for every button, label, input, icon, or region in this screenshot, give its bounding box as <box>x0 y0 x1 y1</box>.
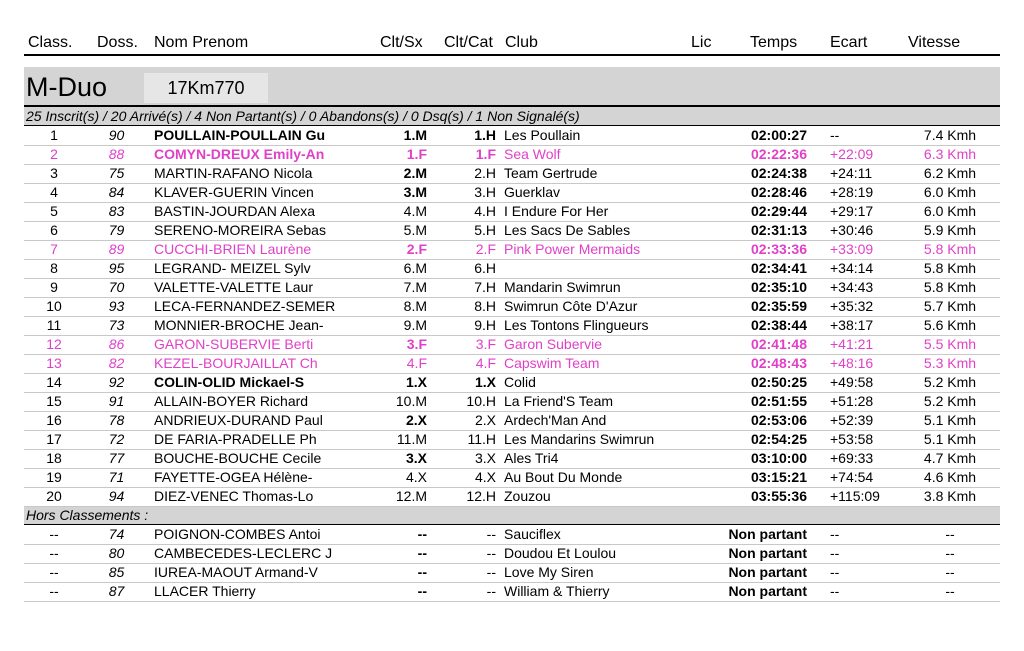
speed-cell: 4.7 Kmh <box>923 450 977 466</box>
time-cell: 02:29:44 <box>750 203 807 219</box>
bib-cell: 88 <box>108 146 125 162</box>
name-cell: LEGRAND- MEIZEL Sylv <box>154 260 311 276</box>
time-cell: 02:24:38 <box>750 165 807 181</box>
hors-classement-row <box>24 525 1000 545</box>
clt-sx-cell: 9.M <box>403 317 427 333</box>
clt-sx-cell: 4.X <box>405 469 427 485</box>
hors-classement-row <box>24 582 1000 602</box>
speed-cell: -- <box>945 564 955 580</box>
table-row <box>24 202 1000 222</box>
gap-cell: +33:09 <box>830 241 874 257</box>
speed-cell: 6.0 Kmh <box>923 203 977 219</box>
table-row <box>24 392 1000 412</box>
time-cell: 02:33:36 <box>750 241 807 257</box>
speed-cell: 5.8 Kmh <box>923 279 977 295</box>
speed-cell: 5.8 Kmh <box>923 241 977 257</box>
table-row <box>24 164 1000 184</box>
clt-cat-cell: 11.H <box>467 431 496 447</box>
speed-cell: 5.3 Kmh <box>923 355 977 371</box>
rank-cell: -- <box>49 583 59 599</box>
time-cell: 02:35:10 <box>750 279 807 295</box>
rank-cell: 8 <box>50 260 58 276</box>
clt-cat-cell: 4.F <box>475 355 496 371</box>
club-cell: Love My Siren <box>504 564 594 580</box>
clt-cat-cell: -- <box>486 583 496 599</box>
bib-cell: 94 <box>108 488 125 504</box>
clt-sx-cell: 3.X <box>405 450 427 466</box>
clt-sx-cell: -- <box>417 564 427 580</box>
clt-sx-cell: 8.M <box>403 298 427 314</box>
time-cell: Non partant <box>728 564 807 580</box>
name-cell: KLAVER-GUERIN Vincen <box>154 184 314 200</box>
speed-cell: 5.1 Kmh <box>923 431 977 447</box>
name-cell: GARON-SUBERVIE Berti <box>154 336 314 352</box>
rank-cell: 5 <box>50 203 58 219</box>
speed-cell: 6.2 Kmh <box>923 165 977 181</box>
table-row <box>24 335 1000 355</box>
speed-cell: 5.7 Kmh <box>923 298 977 314</box>
bib-cell: 91 <box>108 393 125 409</box>
gap-cell: +48:16 <box>830 355 874 371</box>
header-speed: Vitesse <box>908 34 961 51</box>
clt-sx-cell: 3.F <box>406 336 427 352</box>
time-cell: Non partant <box>728 583 807 599</box>
name-cell: ALLAIN-BOYER Richard <box>154 393 309 409</box>
gap-cell: +34:43 <box>830 279 874 295</box>
column-header-row <box>24 32 1000 56</box>
table-row <box>24 354 1000 374</box>
bib-cell: 82 <box>108 355 125 371</box>
club-cell: Guerklav <box>504 184 561 200</box>
time-cell: 02:00:27 <box>750 127 807 143</box>
name-cell: DE FARIA-PRADELLE Ph <box>154 431 317 447</box>
bib-cell: 87 <box>108 583 125 599</box>
name-cell: DIEZ-VENEC Thomas-Lo <box>154 488 314 504</box>
gap-cell: +53:58 <box>830 431 874 447</box>
hors-classement-row <box>24 563 1000 583</box>
speed-cell: 5.6 Kmh <box>923 317 977 333</box>
table-row <box>24 430 1000 450</box>
gap-cell: -- <box>830 526 840 542</box>
time-cell: 02:28:46 <box>750 184 807 200</box>
club-cell: Garon Subervie <box>504 336 603 352</box>
bib-cell: 70 <box>108 279 125 295</box>
time-cell: 03:10:00 <box>750 450 807 466</box>
bib-cell: 86 <box>108 336 125 352</box>
gap-cell: +22:09 <box>830 146 874 162</box>
gap-cell: +35:32 <box>830 298 874 314</box>
rank-cell: 4 <box>50 184 58 200</box>
club-cell: Au Bout Du Monde <box>504 469 623 485</box>
bib-cell: 93 <box>108 298 125 314</box>
table-row <box>24 145 1000 165</box>
clt-sx-cell: 4.F <box>406 355 427 371</box>
clt-cat-cell: 7.H <box>474 279 496 295</box>
time-cell: 02:48:43 <box>750 355 807 371</box>
speed-cell: 3.8 Kmh <box>923 488 977 504</box>
time-cell: 02:53:06 <box>750 412 807 428</box>
clt-cat-cell: 3.H <box>474 184 496 200</box>
speed-cell: 6.0 Kmh <box>923 184 977 200</box>
name-cell: BOUCHE-BOUCHE Cecile <box>154 450 322 466</box>
clt-sx-cell: 3.M <box>403 184 427 200</box>
header-rank: Class. <box>28 34 73 51</box>
rank-cell: 6 <box>50 222 58 238</box>
clt-cat-cell: 12.H <box>466 488 496 504</box>
gap-cell: +115:09 <box>830 488 880 504</box>
club-cell: Doudou Et Loulou <box>504 545 617 561</box>
bib-cell: 85 <box>108 564 125 580</box>
club-cell: Les Sacs De Sables <box>504 222 631 238</box>
clt-cat-cell: -- <box>486 564 496 580</box>
club-cell: Mandarin Swimrun <box>504 279 621 295</box>
header-clt-cat: Clt/Cat <box>444 34 493 51</box>
name-cell: MONNIER-BROCHE Jean- <box>154 317 324 333</box>
club-cell: William & Thierry <box>504 583 610 599</box>
speed-cell: 5.2 Kmh <box>923 393 977 409</box>
name-cell: IUREA-MAOUT Armand-V <box>154 564 318 580</box>
gap-cell: -- <box>830 564 840 580</box>
hors-classement-band <box>24 507 1000 525</box>
club-cell: Swimrun Côte D'Azur <box>504 298 638 314</box>
header-name: Nom Prenom <box>154 34 249 51</box>
gap-cell: +41:21 <box>830 336 874 352</box>
rank-cell: 7 <box>50 241 58 257</box>
category-band <box>24 67 1000 107</box>
bib-cell: 89 <box>108 241 125 257</box>
bib-cell: 79 <box>108 222 125 238</box>
rank-cell: 13 <box>46 355 62 371</box>
header-club: Club <box>505 34 538 51</box>
clt-sx-cell: 4.M <box>403 203 427 219</box>
name-cell: ANDRIEUX-DURAND Paul <box>154 412 323 428</box>
table-row <box>24 297 1000 317</box>
name-cell: SERENO-MOREIRA Sebas <box>154 222 326 238</box>
clt-cat-cell: 1.H <box>474 127 496 143</box>
time-cell: 02:22:36 <box>750 146 807 162</box>
name-cell: COLIN-OLID Mickael-S <box>154 374 305 390</box>
hors-classement-label: Hors Classements : <box>26 507 149 523</box>
gap-cell: +38:17 <box>830 317 874 333</box>
club-cell: Ales Tri4 <box>504 450 559 466</box>
club-cell: Pink Power Mermaids <box>504 241 641 257</box>
gap-cell: +52:39 <box>830 412 874 428</box>
bib-cell: 95 <box>108 260 125 276</box>
clt-cat-cell: 10.H <box>466 393 496 409</box>
club-cell: I Endure For Her <box>504 203 609 219</box>
summary-text: 25 Inscrit(s) / 20 Arrivé(s) / 4 Non Partant(s) / 0 Abandons(s) / 0 Dsq(s) / 1 Non Signalé(s) <box>26 108 580 124</box>
time-cell: 02:34:41 <box>750 260 807 276</box>
clt-cat-cell: -- <box>486 526 496 542</box>
bib-cell: 74 <box>108 526 125 542</box>
speed-cell: 6.3 Kmh <box>923 146 977 162</box>
header-bib: Doss. <box>97 34 138 51</box>
rank-cell: 16 <box>46 412 62 428</box>
club-cell: Les Tontons Flingueurs <box>504 317 649 333</box>
rank-cell: 1 <box>50 127 58 143</box>
name-cell: LLACER Thierry <box>154 583 256 599</box>
gap-cell: -- <box>830 545 840 561</box>
rank-cell: 15 <box>46 393 62 409</box>
name-cell: CUCCHI-BRIEN Laurène <box>154 241 312 257</box>
clt-cat-cell: -- <box>486 545 496 561</box>
time-cell: 02:38:44 <box>750 317 807 333</box>
header-time: Temps <box>750 34 798 51</box>
name-cell: POULLAIN-POULLAIN Gu <box>154 127 326 143</box>
bib-cell: 84 <box>108 184 125 200</box>
clt-cat-cell: 4.X <box>474 469 496 485</box>
clt-cat-cell: 2.F <box>475 241 496 257</box>
clt-sx-cell: 2.M <box>403 165 427 181</box>
club-cell: Zouzou <box>504 488 551 504</box>
table-row <box>24 468 1000 488</box>
clt-cat-cell: 1.X <box>474 374 496 390</box>
name-cell: KEZEL-BOURJAILLAT Ch <box>154 355 318 371</box>
rank-cell: -- <box>49 564 59 580</box>
clt-sx-cell: 1.X <box>405 374 427 390</box>
clt-cat-cell: 1.F <box>475 146 496 162</box>
time-cell: 03:15:21 <box>750 469 807 485</box>
table-row <box>24 373 1000 393</box>
time-cell: Non partant <box>728 526 807 542</box>
gap-cell: +29:17 <box>830 203 874 219</box>
clt-sx-cell: -- <box>417 526 427 542</box>
speed-cell: 5.9 Kmh <box>923 222 977 238</box>
category-summary <box>24 107 1000 126</box>
table-row <box>24 183 1000 203</box>
clt-cat-cell: 6.H <box>474 260 496 276</box>
bib-cell: 80 <box>108 545 125 561</box>
club-cell: Team Gertrude <box>504 165 598 181</box>
category-title: M-Duo <box>26 72 108 102</box>
clt-cat-cell: 2.H <box>474 165 496 181</box>
clt-sx-cell: 10.M <box>395 393 427 409</box>
clt-sx-cell: 1.M <box>403 127 427 143</box>
bib-cell: 73 <box>108 317 125 333</box>
table-row <box>24 126 1000 146</box>
rank-cell: 17 <box>46 431 62 447</box>
name-cell: FAYETTE-OGEA Hélène- <box>154 469 313 485</box>
gap-cell: +69:33 <box>830 450 874 466</box>
table-row <box>24 316 1000 336</box>
clt-sx-cell: 12.M <box>395 488 427 504</box>
clt-cat-cell: 9.H <box>474 317 496 333</box>
name-cell: VALETTE-VALETTE Laur <box>154 279 313 295</box>
club-cell: Les Poullain <box>504 127 581 143</box>
rank-cell: 12 <box>46 336 62 352</box>
clt-cat-cell: 4.H <box>474 203 496 219</box>
clt-sx-cell: -- <box>417 545 427 561</box>
rank-cell: -- <box>49 545 59 561</box>
time-cell: Non partant <box>728 545 807 561</box>
club-cell: La Friend'S Team <box>504 393 614 409</box>
gap-cell: +51:28 <box>830 393 874 409</box>
table-row <box>24 278 1000 298</box>
clt-cat-cell: 3.X <box>474 450 496 466</box>
clt-cat-cell: 5.H <box>474 222 496 238</box>
table-row <box>24 221 1000 241</box>
speed-cell: -- <box>945 545 955 561</box>
time-cell: 03:55:36 <box>750 488 807 504</box>
rank-cell: 11 <box>46 317 62 333</box>
club-cell: Ardech'Man And <box>504 412 607 428</box>
time-cell: 02:35:59 <box>750 298 807 314</box>
name-cell: COMYN-DREUX Emily-An <box>154 146 325 162</box>
time-cell: 02:31:13 <box>750 222 807 238</box>
speed-cell: -- <box>945 583 955 599</box>
club-cell: Colid <box>504 374 536 390</box>
gap-cell: +24:11 <box>830 165 873 181</box>
gap-cell: +30:46 <box>830 222 874 238</box>
clt-sx-cell: 11.M <box>396 431 427 447</box>
gap-cell: +34:14 <box>830 260 874 276</box>
header-lic: Lic <box>691 34 712 51</box>
rank-cell: 14 <box>46 374 62 390</box>
clt-cat-cell: 2.X <box>474 412 496 428</box>
gap-cell: +74:54 <box>830 469 874 485</box>
gap-cell: -- <box>830 583 840 599</box>
bib-cell: 83 <box>108 203 125 219</box>
bib-cell: 75 <box>108 165 125 181</box>
rank-cell: 19 <box>46 469 62 485</box>
rank-cell: 10 <box>46 298 62 314</box>
club-cell: Sea Wolf <box>504 146 561 162</box>
table-row <box>24 259 1000 279</box>
clt-sx-cell: 2.X <box>405 412 427 428</box>
bib-cell: 72 <box>108 431 125 447</box>
header-clt-sx: Clt/Sx <box>380 34 423 51</box>
club-cell: Les Mandarins Swimrun <box>504 431 655 447</box>
speed-cell: 7.4 Kmh <box>923 127 977 143</box>
clt-sx-cell: 1.F <box>406 146 427 162</box>
time-cell: 02:50:25 <box>750 374 807 390</box>
table-row <box>24 240 1000 260</box>
rank-cell: 3 <box>50 165 58 181</box>
gap-cell: -- <box>830 127 840 143</box>
rank-cell: 2 <box>50 146 58 162</box>
club-cell: Sauciflex <box>504 526 561 542</box>
rank-cell: -- <box>49 526 59 542</box>
clt-sx-cell: -- <box>417 583 427 599</box>
time-cell: 02:51:55 <box>750 393 807 409</box>
clt-cat-cell: 8.H <box>474 298 496 314</box>
name-cell: POIGNON-COMBES Antoi <box>154 526 321 542</box>
clt-sx-cell: 7.M <box>403 279 427 295</box>
clt-sx-cell: 5.M <box>403 222 427 238</box>
header-gap: Ecart <box>830 34 868 51</box>
rank-cell: 9 <box>50 279 58 295</box>
rank-cell: 20 <box>46 488 62 504</box>
speed-cell: 5.2 Kmh <box>923 374 977 390</box>
speed-cell: 5.8 Kmh <box>923 260 977 276</box>
name-cell: BASTIN-JOURDAN Alexa <box>154 203 316 219</box>
bib-cell: 78 <box>108 412 125 428</box>
gap-cell: +28:19 <box>830 184 874 200</box>
bib-cell: 71 <box>108 469 125 485</box>
gap-cell: +49:58 <box>830 374 874 390</box>
club-cell: Capswim Team <box>504 355 600 371</box>
name-cell: LECA-FERNANDEZ-SEMER <box>154 298 336 314</box>
speed-cell: 5.1 Kmh <box>923 412 977 428</box>
clt-sx-cell: 2.F <box>406 241 427 257</box>
speed-cell: -- <box>945 526 955 542</box>
category-distance: 17Km770 <box>144 73 268 103</box>
speed-cell: 4.6 Kmh <box>923 469 977 485</box>
speed-cell: 5.5 Kmh <box>923 336 977 352</box>
name-cell: CAMBECEDES-LECLERC J <box>154 545 333 561</box>
name-cell: MARTIN-RAFANO Nicola <box>154 165 313 181</box>
table-row <box>24 487 1000 507</box>
clt-cat-cell: 3.F <box>475 336 496 352</box>
table-row <box>24 449 1000 469</box>
bib-cell: 77 <box>108 450 125 466</box>
bib-cell: 92 <box>108 374 125 390</box>
time-cell: 02:41:48 <box>750 336 807 352</box>
bib-cell: 90 <box>108 127 125 143</box>
table-row <box>24 411 1000 431</box>
clt-sx-cell: 6.M <box>403 260 427 276</box>
hors-classement-row <box>24 544 1000 564</box>
time-cell: 02:54:25 <box>750 431 807 447</box>
rank-cell: 18 <box>46 450 62 466</box>
